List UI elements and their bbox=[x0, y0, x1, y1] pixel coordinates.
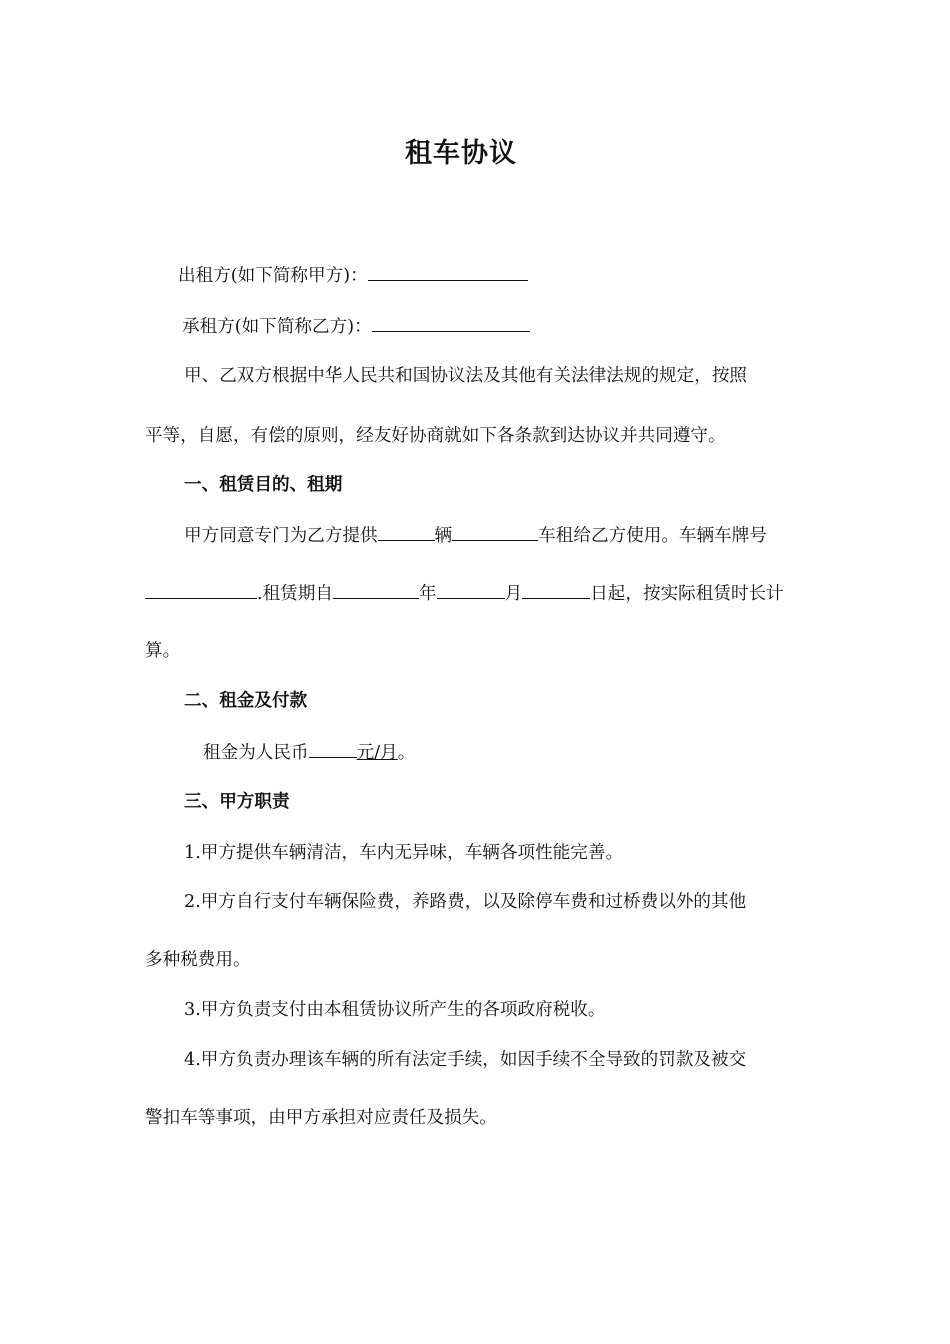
lessor-line bbox=[178, 263, 528, 288]
preamble-line-2: 平等，自愿，有偿的原则，经友好协商就如下各条款到达协议并共同遵守。 bbox=[145, 426, 726, 446]
rent-line bbox=[203, 740, 415, 765]
provide-text: 甲方同意专门为乙方提供 bbox=[184, 526, 378, 546]
rent-unit: 元/月 bbox=[356, 743, 398, 763]
rent-label: 租金为人民币 bbox=[203, 743, 309, 763]
month-label: 月 bbox=[504, 584, 523, 604]
year-label: 年 bbox=[418, 584, 437, 604]
lessor-blank-mid bbox=[416, 263, 474, 281]
section3-item-2-line-2: 多种税费用。 bbox=[145, 950, 251, 970]
section3-item-3: 3.甲方负责支付由本租赁协议所产生的各项政府税收。 bbox=[184, 1000, 606, 1020]
year-blank bbox=[333, 581, 419, 599]
vehicle-type-blank bbox=[452, 523, 538, 541]
section3-item-2-line-1: 2.甲方自行支付车辆保险费，养路费，以及除停车费和过桥费以外的其他 bbox=[184, 892, 747, 912]
lessor-label: 出租方(如下简称甲方)： bbox=[178, 266, 368, 286]
section1-heading: 一、租赁目的、租期 bbox=[184, 475, 343, 495]
period-from-text: .租赁期自 bbox=[257, 584, 333, 604]
rent-end: 。 bbox=[397, 743, 416, 763]
lessor-blank-right bbox=[474, 263, 528, 281]
vehicle-unit: 辆 bbox=[434, 526, 453, 546]
preamble-line-1: 甲、乙双方根据中华人民共和国协议法及其他有关法律法规的规定，按照 bbox=[184, 366, 748, 386]
plate-number-blank bbox=[145, 581, 257, 599]
section3-heading: 三、甲方职责 bbox=[184, 792, 290, 812]
lessor-blank-left bbox=[368, 263, 416, 281]
section1-line-2 bbox=[145, 581, 784, 606]
day-rest-text: 日起，按实际租赁时长计 bbox=[590, 584, 784, 604]
lessee-blank bbox=[372, 314, 530, 332]
lessee-line bbox=[182, 314, 530, 339]
section2-heading: 二、租金及付款 bbox=[184, 691, 308, 711]
vehicle-rent-text: 车租给乙方使用。车辆车牌号 bbox=[538, 526, 767, 546]
day-blank bbox=[522, 581, 590, 599]
section3-item-1: 1.甲方提供车辆清洁，车内无异味，车辆各项性能完善。 bbox=[184, 843, 624, 863]
section3-item-4-line-2: 警扣车等事项，由甲方承担对应责任及损失。 bbox=[145, 1108, 497, 1128]
section3-item-4-line-1: 4.甲方负责办理该车辆的所有法定手续，如因手续不全导致的罚款及被交 bbox=[184, 1050, 747, 1070]
section1-line-1 bbox=[184, 523, 767, 548]
document-title: 租车协议 bbox=[405, 138, 517, 169]
month-blank bbox=[437, 581, 505, 599]
section1-line-3: 算。 bbox=[145, 641, 181, 661]
vehicle-count-blank bbox=[378, 523, 435, 541]
lessee-label: 承租方(如下简称乙方)： bbox=[182, 317, 372, 337]
rent-amount-blank bbox=[309, 740, 357, 758]
